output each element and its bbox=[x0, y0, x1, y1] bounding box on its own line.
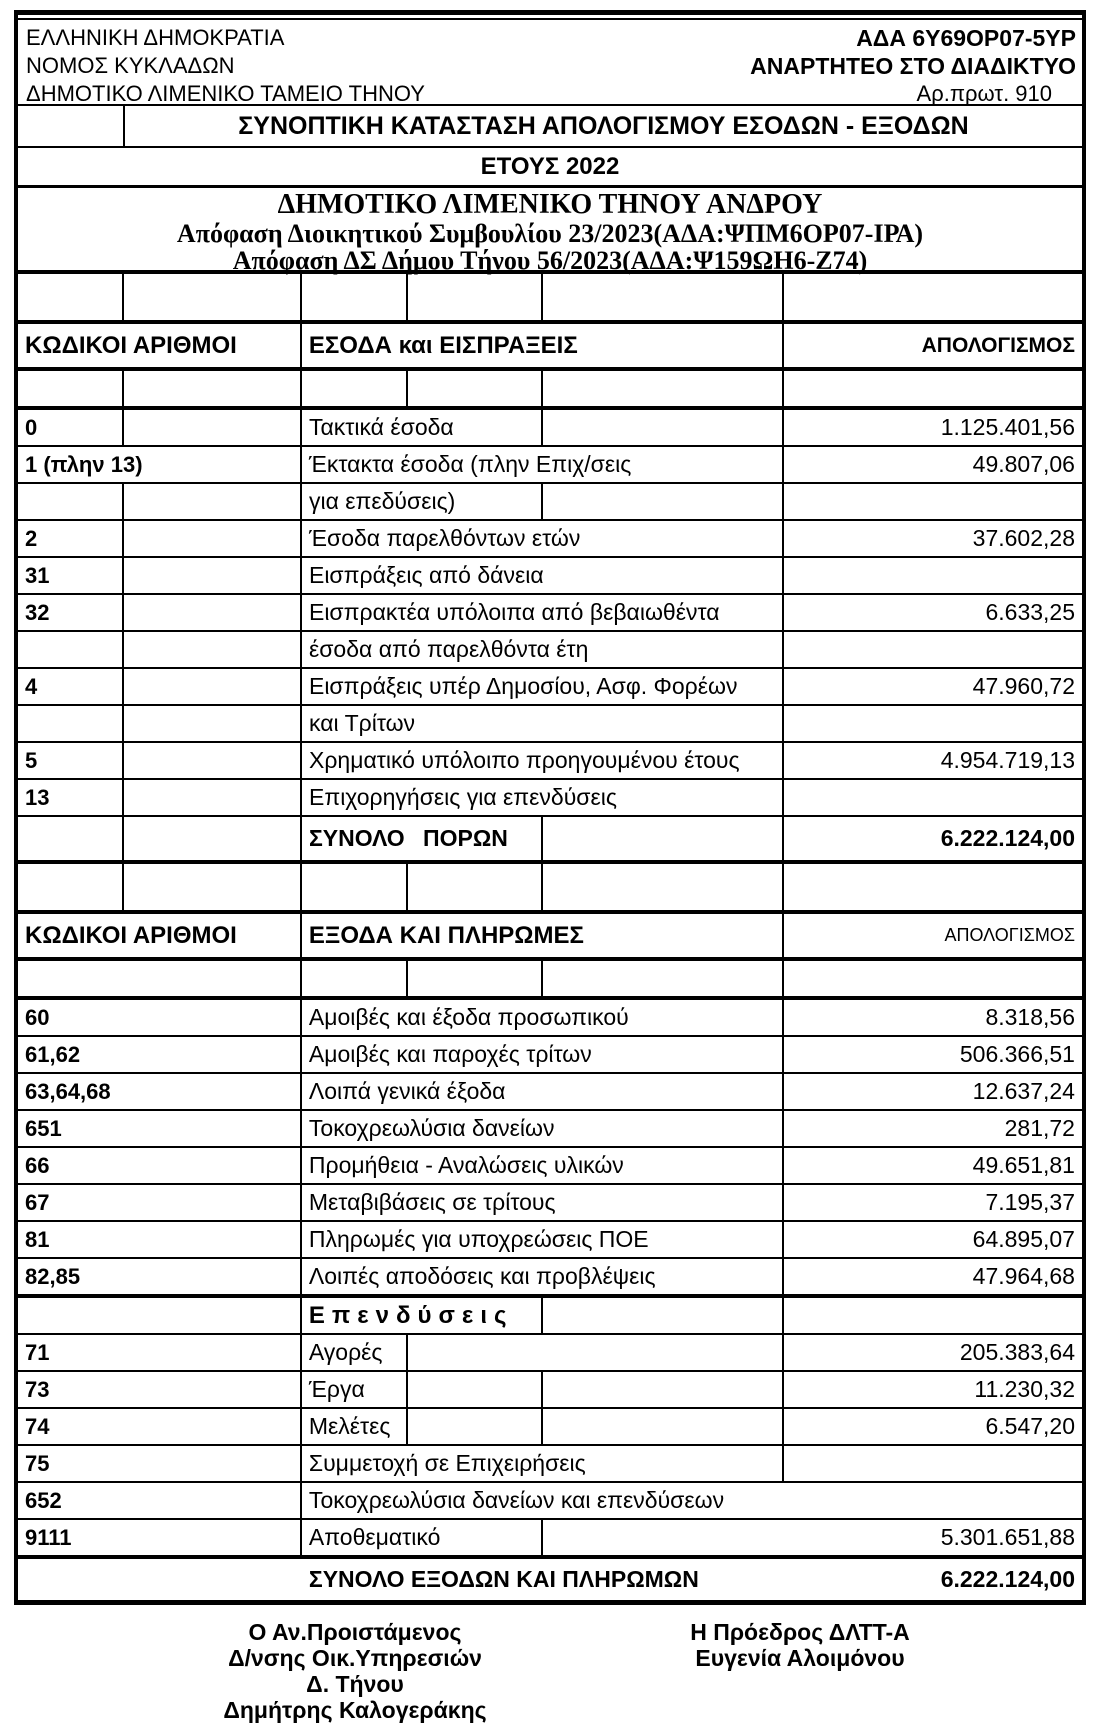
table-cell-empty bbox=[784, 371, 1082, 406]
table-cell-empty bbox=[302, 274, 408, 320]
table-cell: Συμμετοχή σε Επιχειρήσεις bbox=[302, 1446, 784, 1481]
ada-number: ΑΔΑ 6Υ69ΟΡ07-5ΥΡ bbox=[856, 25, 1076, 51]
table-row bbox=[18, 669, 1082, 706]
table-cell: 651 bbox=[18, 1111, 302, 1146]
table-cell-empty bbox=[408, 1409, 543, 1444]
table-cell: 5 bbox=[18, 743, 124, 778]
identification-block bbox=[18, 18, 1082, 106]
table-cell-empty bbox=[408, 961, 543, 996]
table-cell: Τακτικά έσοδα bbox=[302, 410, 543, 445]
report-year: ΕΤΟΥΣ 2022 bbox=[18, 148, 1082, 188]
signature-line: Η Πρόεδρος ΔΛΤΤ-Α bbox=[690, 1619, 910, 1645]
table-cell: 73 bbox=[18, 1372, 302, 1407]
report-title: ΣΥΝΟΠΤΙΚΗ ΚΑΤΑΣΤΑΣΗ ΑΠΟΛΟΓΙΣΜΟΥ ΕΣΟΔΩΝ - ΕΞΟΔΩΝ bbox=[238, 111, 969, 140]
table-row bbox=[18, 595, 1082, 632]
table-cell-empty bbox=[408, 274, 543, 320]
expenses-table bbox=[18, 864, 1082, 1600]
table-cell: ΑΠΟΛΟΓΙΣΜΟΣ bbox=[921, 333, 1075, 357]
table-row bbox=[18, 371, 1082, 410]
table-cell: Επενδύσεις bbox=[302, 1298, 543, 1333]
table-cell: 12.637,24 bbox=[972, 1078, 1075, 1104]
signature-line: Δημήτρης Καλογεράκης bbox=[223, 1697, 487, 1723]
table-cell: Μεταβιβάσεις σε τρίτους bbox=[302, 1185, 784, 1220]
document-page bbox=[0, 10, 1100, 1736]
table-cell: 66 bbox=[18, 1148, 302, 1183]
table-row bbox=[18, 864, 1082, 914]
table-cell: ΣΥΝΟΛΟ ΠΟΡΩΝ bbox=[302, 817, 543, 860]
table-cell: 652 bbox=[18, 1483, 302, 1518]
table-cell: Προμήθεια - Αναλώσεις υλικών bbox=[302, 1148, 784, 1183]
table-row bbox=[18, 817, 1082, 864]
table-row bbox=[18, 1335, 1082, 1372]
table-row bbox=[18, 1298, 1082, 1335]
table-cell-empty bbox=[124, 274, 302, 320]
table-cell-empty bbox=[124, 558, 302, 593]
table-cell: Εισπράξεις από δάνεια bbox=[302, 558, 784, 593]
table-cell-empty bbox=[302, 961, 408, 996]
table-cell: 0 bbox=[18, 410, 124, 445]
table-cell-empty bbox=[784, 1298, 1082, 1333]
table-cell: ΣΥΝΟΛΟ ΕΞΟΔΩΝ ΚΑΙ ΠΛΗΡΩΜΩΝ bbox=[308, 1566, 699, 1592]
table-cell: 47.964,68 bbox=[972, 1263, 1075, 1289]
table-row bbox=[18, 1259, 1082, 1298]
table-cell-empty bbox=[124, 410, 302, 445]
table-cell-empty bbox=[18, 706, 124, 741]
title-row-stub-cell bbox=[18, 106, 125, 146]
signature-line: Ευγενία Αλοιμόνου bbox=[695, 1645, 905, 1671]
table-cell-empty bbox=[124, 864, 302, 910]
table-cell-empty bbox=[302, 371, 408, 406]
table-cell-empty bbox=[784, 484, 1082, 519]
table-row bbox=[18, 274, 1082, 324]
table-row bbox=[18, 1446, 1082, 1483]
table-cell-empty bbox=[784, 706, 1082, 741]
table-cell-empty bbox=[408, 1372, 543, 1407]
table-cell-empty bbox=[784, 961, 1082, 996]
table-cell: 49.807,06 bbox=[972, 451, 1075, 477]
table-row bbox=[18, 1222, 1082, 1259]
table-cell-empty bbox=[784, 780, 1082, 815]
table-cell-empty bbox=[784, 1446, 1082, 1481]
table-cell-empty bbox=[543, 1409, 784, 1444]
table-row bbox=[18, 1372, 1082, 1409]
table-cell-empty bbox=[124, 521, 302, 556]
table-cell: Αγορές bbox=[302, 1335, 408, 1370]
table-row bbox=[18, 1074, 1082, 1111]
table-cell: 4 bbox=[18, 669, 124, 704]
table-cell: 82,85 bbox=[18, 1259, 302, 1294]
table-row bbox=[18, 410, 1082, 447]
table-cell-empty bbox=[18, 817, 124, 860]
table-cell: 67 bbox=[18, 1185, 302, 1220]
table-cell-empty bbox=[408, 864, 543, 910]
table-cell: 71 bbox=[18, 1335, 302, 1370]
table-cell: 32 bbox=[18, 595, 124, 630]
table-cell-empty bbox=[18, 1559, 302, 1600]
income-table bbox=[18, 274, 1082, 864]
entity-title-block bbox=[18, 188, 1082, 274]
table-cell-empty bbox=[543, 817, 784, 860]
table-cell: 75 bbox=[18, 1446, 302, 1481]
table-cell: Τοκοχρεωλύσια δανείων και επενδύσεων bbox=[308, 1487, 725, 1513]
table-cell-empty bbox=[18, 961, 302, 996]
table-cell-empty bbox=[543, 961, 784, 996]
agency-line: ΝΟΜΟΣ ΚΥΚΛΑΔΩΝ bbox=[26, 53, 235, 78]
table-cell: ΕΞΟΔΑ ΚΑΙ ΠΛΗΡΩΜΕΣ bbox=[302, 914, 784, 957]
table-cell: Έκτακτα έσοδα (πλην Επιχ/σεις bbox=[302, 447, 784, 482]
table-cell: 74 bbox=[18, 1409, 302, 1444]
agency-line: ΔΗΜΟΤΙΚΟ ΛΙΜΕΝΙΚΟ ΤΑΜΕΙΟ ΤΗΝΟΥ bbox=[26, 81, 425, 106]
signature-president bbox=[620, 1619, 980, 1671]
table-cell-empty bbox=[124, 817, 302, 860]
table-cell: Εισπρακτέα υπόλοιπα από βεβαιωθέντα bbox=[302, 595, 784, 630]
table-cell: Μελέτες bbox=[302, 1409, 408, 1444]
table-cell: Τοκοχρεωλύσια δανείων bbox=[302, 1111, 784, 1146]
table-cell-empty bbox=[784, 274, 1082, 320]
signature-line: Δ. Τήνου bbox=[306, 1671, 404, 1697]
table-cell-empty bbox=[408, 371, 543, 406]
table-cell: 281,72 bbox=[1004, 1115, 1075, 1141]
table-cell: Έσοδα παρελθόντων ετών bbox=[302, 521, 784, 556]
table-row bbox=[18, 1409, 1082, 1446]
table-row bbox=[18, 1483, 1082, 1520]
table-cell: 6.633,25 bbox=[985, 599, 1075, 625]
table-cell-empty bbox=[18, 274, 124, 320]
table-cell: 61,62 bbox=[18, 1037, 302, 1072]
table-cell: Έργα bbox=[302, 1372, 408, 1407]
signature-officer bbox=[160, 1619, 550, 1723]
agency-identification bbox=[26, 24, 425, 108]
table-cell-empty bbox=[543, 410, 784, 445]
signature-line: Ο Αν.Προιστάμενος bbox=[248, 1619, 462, 1645]
table-cell-empty bbox=[543, 274, 784, 320]
table-row bbox=[18, 1559, 1082, 1600]
table-cell-empty bbox=[18, 632, 124, 667]
table-row bbox=[18, 632, 1082, 669]
table-cell: 81 bbox=[18, 1222, 302, 1257]
table-cell-empty bbox=[18, 371, 124, 406]
signature-line: Δ/νσης Οικ.Υπηρεσιών bbox=[228, 1645, 482, 1671]
table-cell: ΕΣΟΔΑ και ΕΙΣΠΡΑΞΕΙΣ bbox=[302, 324, 784, 367]
table-cell-empty bbox=[302, 864, 408, 910]
table-row bbox=[18, 1520, 1082, 1559]
table-cell-empty bbox=[124, 780, 302, 815]
table-cell-empty bbox=[543, 1372, 784, 1407]
table-cell-empty bbox=[543, 484, 784, 519]
table-cell: Λοιπές αποδόσεις και προβλέψεις bbox=[302, 1259, 784, 1294]
table-cell: 4.954.719,13 bbox=[940, 747, 1075, 773]
table-cell: 506.366,51 bbox=[959, 1041, 1075, 1067]
protocol-number: Αρ.πρωτ. 910 bbox=[916, 81, 1052, 106]
table-cell-empty bbox=[18, 864, 124, 910]
table-row bbox=[18, 447, 1082, 484]
table-cell-empty bbox=[18, 1298, 302, 1333]
report-document bbox=[14, 10, 1086, 1605]
table-row bbox=[18, 914, 1082, 961]
table-cell: 1.125.401,56 bbox=[940, 414, 1075, 440]
table-cell: 49.651,81 bbox=[972, 1152, 1075, 1178]
table-cell: Χρηματικό υπόλοιπο προηγουμένου έτους bbox=[302, 743, 784, 778]
table-cell: Αμοιβές και παροχές τρίτων bbox=[302, 1037, 784, 1072]
table-cell-empty bbox=[124, 484, 302, 519]
table-cell: 7.195,37 bbox=[985, 1189, 1075, 1215]
table-cell-empty bbox=[784, 864, 1082, 910]
table-cell: ΑΠΟΛΟΓΙΣΜΟΣ bbox=[944, 925, 1075, 945]
table-row bbox=[18, 1111, 1082, 1148]
table-cell: 9111 bbox=[18, 1520, 302, 1555]
table-cell: 1 (πλην 13) bbox=[18, 447, 302, 482]
table-cell-empty bbox=[124, 706, 302, 741]
table-cell: 8.318,56 bbox=[985, 1004, 1075, 1030]
table-cell: Επιχορηγήσεις για επενδύσεις bbox=[302, 780, 784, 815]
table-cell-empty bbox=[124, 669, 302, 704]
table-cell-empty bbox=[408, 1335, 784, 1370]
table-cell: 63,64,68 bbox=[18, 1074, 302, 1109]
table-cell-empty bbox=[543, 1298, 784, 1333]
report-title-row bbox=[18, 106, 1082, 148]
table-cell-empty bbox=[543, 371, 784, 406]
table-row bbox=[18, 521, 1082, 558]
table-cell: Λοιπά γενικά έξοδα bbox=[302, 1074, 784, 1109]
table-cell: Αποθεματικό bbox=[302, 1520, 543, 1555]
table-cell: ΚΩΔΙΚΟΙ ΑΡΙΘΜΟΙ bbox=[18, 324, 302, 367]
table-cell-empty bbox=[18, 484, 124, 519]
table-row bbox=[18, 961, 1082, 1000]
table-cell: 6.222.124,00 bbox=[940, 825, 1075, 851]
table-cell: 205.383,64 bbox=[959, 1339, 1075, 1365]
table-row bbox=[18, 1037, 1082, 1074]
registry-identification bbox=[750, 24, 1076, 108]
table-cell: 47.960,72 bbox=[972, 673, 1075, 699]
table-row bbox=[18, 1185, 1082, 1222]
table-row bbox=[18, 484, 1082, 521]
table-row bbox=[18, 558, 1082, 595]
table-cell: ΚΩΔΙΚΟΙ ΑΡΙΘΜΟΙ bbox=[18, 914, 302, 957]
table-row bbox=[18, 743, 1082, 780]
table-cell: 60 bbox=[18, 1000, 302, 1035]
table-cell: 37.602,28 bbox=[972, 525, 1075, 551]
table-row bbox=[18, 324, 1082, 371]
table-cell-empty bbox=[124, 632, 302, 667]
table-row bbox=[18, 1000, 1082, 1037]
table-cell: 64.895,07 bbox=[972, 1226, 1075, 1252]
table-cell-empty bbox=[543, 864, 784, 910]
table-row bbox=[18, 780, 1082, 817]
table-cell-empty bbox=[124, 743, 302, 778]
table-cell: Πληρωμές για υποχρεώσεις ΠΟΕ bbox=[302, 1222, 784, 1257]
table-row bbox=[18, 706, 1082, 743]
table-cell: 11.230,32 bbox=[974, 1376, 1075, 1402]
publish-notice: ΑΝΑΡΤΗΤΕΟ ΣΤΟ ΔΙΑΔΙΚΤΥΟ bbox=[750, 53, 1076, 79]
table-cell: 2 bbox=[18, 521, 124, 556]
table-cell-empty bbox=[784, 558, 1082, 593]
table-cell-empty bbox=[124, 595, 302, 630]
table-row bbox=[18, 1148, 1082, 1185]
decision-line: Απόφαση Διοικητικού Συμβουλίου 23/2023(ΑΔΑ:ΨΠΜ6ΟΡ07-ΙΡΑ) bbox=[176, 219, 924, 248]
table-cell-empty bbox=[124, 371, 302, 406]
table-cell: Αμοιβές και έξοδα προσωπικού bbox=[302, 1000, 784, 1035]
table-cell: 31 bbox=[18, 558, 124, 593]
table-cell: 13 bbox=[18, 780, 124, 815]
table-cell: και Τρίτων bbox=[302, 706, 784, 741]
table-cell: 6.222.124,00 bbox=[940, 1566, 1075, 1592]
table-cell: Εισπράξεις υπέρ Δημοσίου, Ασφ. Φορέων bbox=[302, 669, 784, 704]
decision-line: Απόφαση ΔΣ Δήμου Τήνου 56/2023(ΑΔΑ:Ψ159ΩΗ6-Ζ74) bbox=[232, 246, 868, 275]
table-cell-empty bbox=[784, 632, 1082, 667]
table-cell: 5.301.651,88 bbox=[940, 1524, 1075, 1550]
agency-line: ΕΛΛΗΝΙΚΗ ΔΗΜΟΚΡΑΤΙΑ bbox=[26, 25, 285, 50]
table-cell: για επεδύσεις) bbox=[302, 484, 543, 519]
entity-name: ΔΗΜΟΤΙΚΟ ΛΙΜΕΝΙΚΟ ΤΗΝΟΥ ΑΝΔΡΟΥ bbox=[277, 189, 823, 220]
table-cell: 6.547,20 bbox=[985, 1413, 1075, 1439]
table-cell: έσοδα από παρελθόντα έτη bbox=[302, 632, 784, 667]
